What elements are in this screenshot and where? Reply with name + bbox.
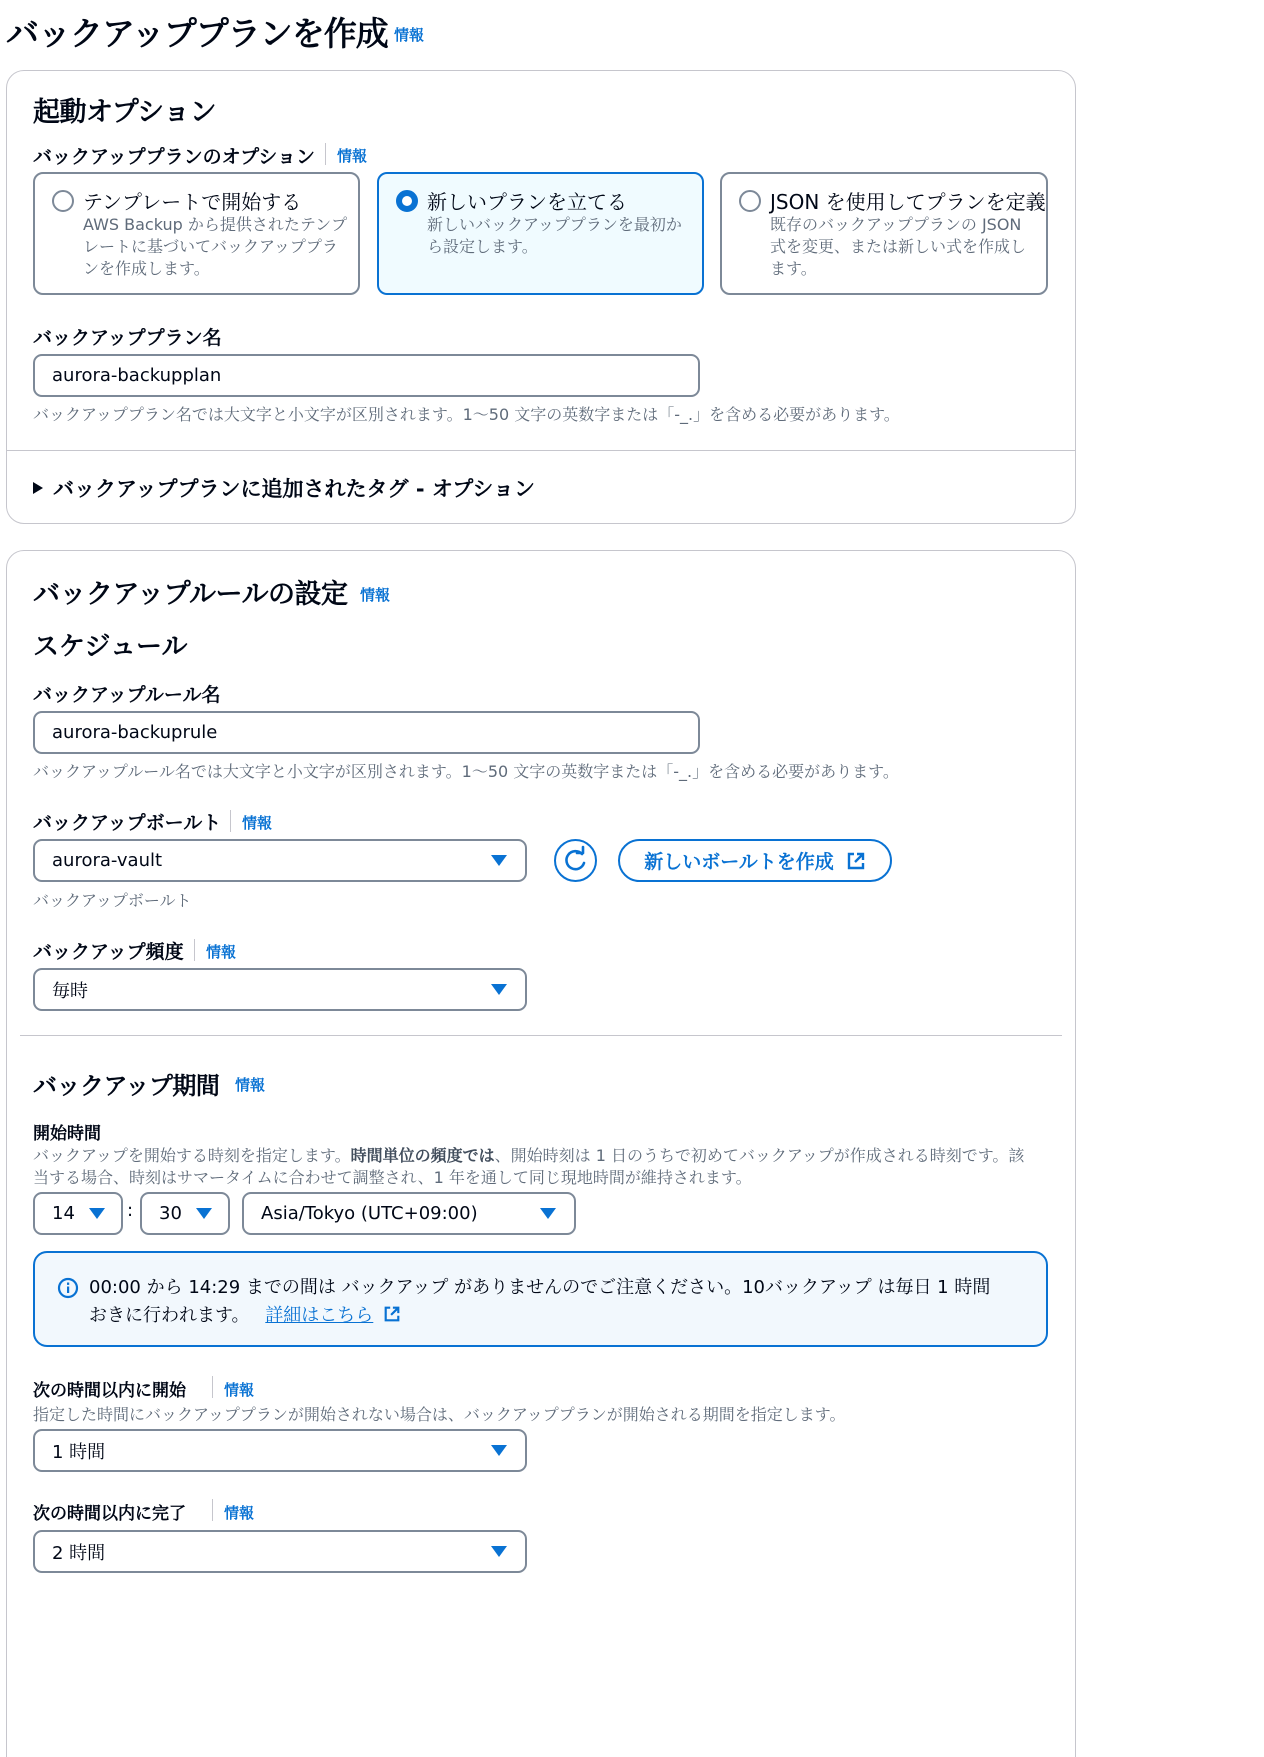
desc-text: 、開始時刻は 1 日のうちで初めてバックアップが作成される時刻です。該 <box>494 1146 1025 1165</box>
page-info-link[interactable]: 情報 <box>394 26 425 44</box>
alert-text-line1: 00:00 から 14:29 までの間は バックアップ がありませんのでご注意ください。10バックアップ は毎日 1 時間 <box>89 1277 991 1298</box>
tile-build-new-plan[interactable] <box>377 172 704 295</box>
label-separator <box>325 143 326 165</box>
caret-down-icon <box>491 1546 507 1557</box>
minute-select-value: 30 <box>159 1203 182 1224</box>
plan-options-label: バックアッププランのオプション <box>33 146 315 168</box>
start-time-description-line2: 当する場合、時刻はサマータイムに合わせて調整され、1 年を通して同じ現地時間が維持されます。 <box>33 1168 752 1187</box>
complete-within-select-value: 2 時間 <box>52 1542 106 1564</box>
section-divider <box>20 1035 1062 1036</box>
vault-select[interactable] <box>33 839 527 882</box>
caret-right-icon <box>33 482 43 494</box>
start-within-label: 次の時間以内に開始 <box>33 1381 186 1401</box>
caret-down-icon <box>491 855 507 866</box>
tile-title: JSON を使用してプランを定義 <box>770 190 1046 214</box>
plan-options-info-link[interactable]: 情報 <box>337 147 368 165</box>
rule-name-input[interactable]: aurora-backuprule <box>33 711 700 754</box>
start-within-select-value: 1 時間 <box>52 1441 106 1463</box>
tile-define-with-json[interactable] <box>720 172 1048 295</box>
tags-expander-label: バックアッププランに追加されたタグ - オプション <box>53 477 535 501</box>
backup-window-info-link[interactable]: 情報 <box>235 1076 266 1094</box>
timezone-select-value: Asia/Tokyo (UTC+09:00) <box>261 1203 478 1224</box>
create-vault-button-label: 新しいボールトを作成 <box>644 851 834 873</box>
vault-hint: バックアップボールト <box>33 891 192 910</box>
panel-divider <box>7 450 1075 451</box>
info-circle-icon <box>57 1277 79 1299</box>
start-within-select[interactable] <box>33 1429 527 1472</box>
external-link-icon[interactable] <box>383 1305 401 1323</box>
plan-name-label: バックアッププラン名 <box>33 327 222 349</box>
complete-within-info-link[interactable]: 情報 <box>224 1504 255 1522</box>
start-within-info-link[interactable]: 情報 <box>224 1381 255 1399</box>
start-time-label: 開始時間 <box>33 1124 101 1144</box>
rule-name-hint: バックアップルール名では大文字と小文字が区別されます。1〜50 文字の英数字または「-_.」を含める必要があります。 <box>33 762 899 781</box>
radio-button[interactable] <box>739 190 761 212</box>
backup-rule-title: バックアップルールの設定 <box>33 579 348 610</box>
frequency-label: バックアップ頻度 <box>33 941 184 963</box>
start-time-description <box>33 1143 1024 1166</box>
external-link-icon <box>846 851 866 871</box>
tile-title: テンプレートで開始する <box>83 190 302 214</box>
tile-description: 新しいバックアッププランを最初から設定します。 <box>427 215 682 256</box>
refresh-icon <box>556 841 595 880</box>
plan-name-hint: バックアッププラン名では大文字と小文字が区別されます。1〜50 文字の英数字または「-_.」を含める必要があります。 <box>33 405 900 424</box>
caret-down-icon <box>196 1208 212 1219</box>
caret-down-icon <box>89 1208 105 1219</box>
tags-expander[interactable] <box>33 473 535 503</box>
minute-select[interactable] <box>140 1192 230 1235</box>
tile-description: 既存のバックアッププランの JSON 式を変更、または新しい式を作成します。 <box>770 215 1027 278</box>
hour-select-value: 14 <box>52 1203 75 1224</box>
tile-description: AWS Backup から提供されたテンプレートに基づいてバックアッププランを作成します。 <box>83 215 348 278</box>
info-alert <box>33 1251 1048 1347</box>
complete-within-label: 次の時間以内に完了 <box>33 1504 186 1524</box>
desc-text: バックアップを開始する時刻を指定します。 <box>33 1146 351 1165</box>
vault-select-value: aurora-vault <box>52 850 163 871</box>
caret-down-icon <box>491 1445 507 1456</box>
rule-name-label: バックアップルール名 <box>33 684 221 706</box>
time-colon: : <box>127 1200 134 1221</box>
frequency-select-value: 毎時 <box>52 980 88 1002</box>
desc-bold-text: 時間単位の頻度では <box>350 1146 495 1165</box>
label-separator <box>212 1376 213 1398</box>
tile-start-from-template[interactable] <box>33 172 360 295</box>
hour-select[interactable] <box>33 1192 123 1235</box>
refresh-button[interactable] <box>554 839 597 882</box>
create-vault-button[interactable] <box>618 839 892 882</box>
tile-title: 新しいプランを立てる <box>427 190 627 214</box>
backup-window-title: バックアップ期間 <box>33 1072 220 1100</box>
start-within-description: 指定した時間にバックアッププランが開始されない場合は、バックアッププランが開始される期間を指定します。 <box>33 1405 846 1424</box>
launch-options-panel <box>6 70 1076 524</box>
alert-text: おきに行われます。 <box>89 1305 250 1326</box>
radio-button[interactable] <box>52 190 74 212</box>
schedule-title: スケジュール <box>33 632 188 662</box>
plan-name-input[interactable]: aurora-backupplan <box>33 354 700 397</box>
complete-within-select[interactable] <box>33 1530 527 1573</box>
backup-rule-info-link[interactable]: 情報 <box>360 586 391 604</box>
label-separator <box>194 939 195 961</box>
vault-info-link[interactable]: 情報 <box>242 814 273 832</box>
timezone-select[interactable] <box>242 1192 576 1235</box>
frequency-info-link[interactable]: 情報 <box>206 943 237 961</box>
label-separator <box>230 810 231 832</box>
caret-down-icon <box>540 1208 556 1219</box>
learn-more-link[interactable]: 詳細はこちら <box>265 1305 374 1326</box>
launch-options-title: 起動オプション <box>33 97 217 128</box>
alert-text-line2 <box>89 1301 401 1327</box>
page-title: バックアッププランを作成 <box>6 14 388 53</box>
frequency-select[interactable] <box>33 968 527 1011</box>
caret-down-icon <box>491 984 507 995</box>
vault-label: バックアップボールト <box>33 812 222 834</box>
label-separator <box>212 1499 213 1521</box>
radio-button-selected[interactable] <box>396 190 418 212</box>
